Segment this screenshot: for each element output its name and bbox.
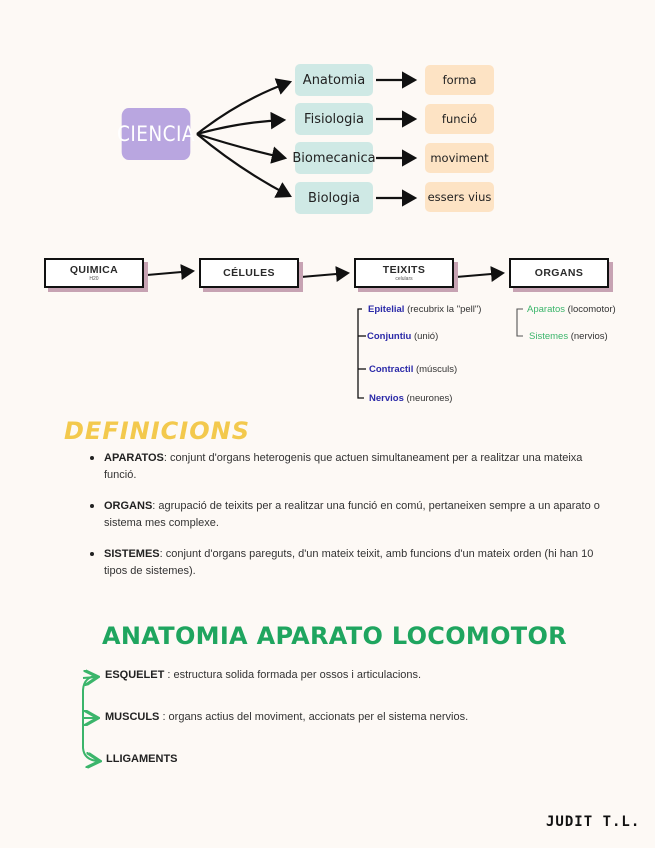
teixit-contractil bbox=[369, 364, 457, 375]
anatomia-bracket bbox=[83, 676, 98, 761]
result-essers-vius: essers vius bbox=[425, 182, 494, 212]
definition-text: : conjunt d'organs heterogenis que actuen simultaneament per a realitzar una mateixa funció. bbox=[104, 452, 583, 481]
definition-item bbox=[104, 498, 604, 531]
anatomia-item-esquelet bbox=[105, 669, 421, 681]
branch-biomecanica: Biomecanica bbox=[295, 142, 373, 174]
definition-text: : conjunt d'organs pareguts, d'un mateix teixit, amb funcions d'un mateix orden (hi han 10 tipos de sistemes). bbox=[104, 548, 594, 577]
definition-term: APARATOS bbox=[104, 452, 164, 464]
teixit-note: (músculs) bbox=[415, 364, 458, 375]
organ-aparatos bbox=[527, 304, 616, 315]
mindmap-arrows bbox=[197, 80, 415, 198]
teixit-note: (unió) bbox=[413, 331, 439, 342]
organs-bracket bbox=[517, 309, 523, 336]
teixit-epitelial bbox=[368, 304, 481, 315]
branch-biologia: Biologia bbox=[295, 182, 373, 214]
signature: JUDIT T.L. bbox=[546, 814, 641, 830]
anatomia-text: : estructura solida formada per ossos i articulacions. bbox=[164, 669, 422, 681]
branch-fisiologia: Fisiologia bbox=[295, 103, 373, 135]
ciencia-root-box: CIENCIA bbox=[122, 108, 191, 160]
definition-text: : agrupació de teixits per a realitzar una funció en comú, pertaneixen sempre a un aparato o sistema mes complexe. bbox=[104, 500, 600, 529]
flow-box-title: CÉLULES bbox=[223, 267, 275, 279]
anatomia-title: ANATOMIA APARATO LOCOMOTOR bbox=[102, 622, 567, 650]
organ-note: (nervios) bbox=[570, 331, 608, 342]
flow-box-organs bbox=[509, 258, 609, 288]
definition-item bbox=[104, 546, 604, 579]
flow-box-title: TEIXITS bbox=[382, 264, 426, 276]
teixit-note: (neurones) bbox=[406, 393, 453, 404]
flow-box-quimica bbox=[44, 258, 144, 288]
definition-term: ORGANS bbox=[104, 500, 153, 512]
teixit-name: Contractil bbox=[369, 364, 414, 375]
organ-sistemes bbox=[529, 331, 608, 342]
flow-box-teixits bbox=[354, 258, 454, 288]
result-forma: forma bbox=[425, 65, 494, 95]
organ-name: Aparatos bbox=[527, 304, 566, 315]
definicions-title: DEFINICIONS bbox=[64, 417, 250, 445]
flow-box-title: QUIMICA bbox=[69, 264, 119, 276]
teixit-note: (recubrix la "pell") bbox=[407, 304, 482, 315]
anatomia-item-lligaments bbox=[106, 753, 178, 765]
anatomia-item-musculs bbox=[105, 711, 468, 723]
teixit-name: Nervios bbox=[369, 393, 404, 404]
teixit-name: Conjuntiu bbox=[367, 331, 412, 342]
anatomia-text: : organs actius del moviment, accionats per el sistema nervios. bbox=[159, 711, 469, 723]
anatomia-term: LLIGAMENTS bbox=[106, 753, 178, 765]
flow-box-sub: celulars bbox=[395, 276, 413, 282]
flow-box-celules bbox=[199, 258, 299, 288]
definitions-list bbox=[104, 450, 604, 594]
definition-term: SISTEMES bbox=[104, 548, 160, 560]
flow-box-title: ORGANS bbox=[534, 267, 584, 279]
teixit-nervios bbox=[369, 393, 452, 404]
teixit-conjuntiu bbox=[367, 331, 438, 342]
result-moviment: moviment bbox=[425, 143, 494, 173]
result-funcio: funció bbox=[425, 104, 494, 134]
anatomia-term: MUSCULS bbox=[105, 711, 160, 723]
flow-box-sub: H20 bbox=[89, 276, 99, 282]
anatomia-term: ESQUELET bbox=[105, 669, 165, 681]
teixit-name: Epitelial bbox=[368, 304, 405, 315]
branch-anatomia: Anatomia bbox=[295, 64, 373, 96]
teixits-bracket bbox=[358, 309, 366, 398]
organ-name: Sistemes bbox=[529, 331, 569, 342]
organ-note: (locomotor) bbox=[567, 304, 616, 315]
definition-item bbox=[104, 450, 604, 483]
